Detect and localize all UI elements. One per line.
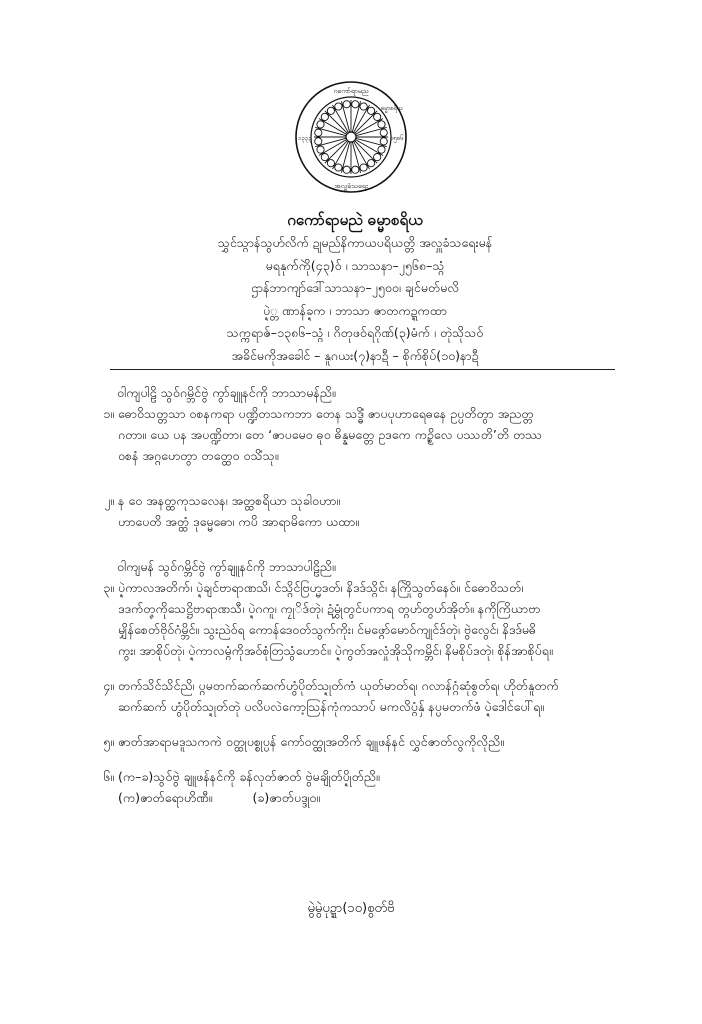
seal-left-number: ၁၃၃၃ [298, 135, 312, 142]
header-line-5: သက္ကရာဇ်–၁၃၈၆–သ္ဂံ ၊ ဂိတုဖဝ်ရဂိုဏ်(၃)မံက် ၊ တုဲသိုသဝ် [226, 325, 484, 340]
wheel-petal [352, 101, 359, 108]
question-1-line-3: ဝစနံ အဂ္ဂဟေတွာ တတ္ထေဝ ဝသိံသု။ [118, 448, 279, 463]
question-2-line-2: ဟာပေတိ အတ္ထံ ဒုမ္မေဓော၊ ကပိ အာရာမိကော ယထာ။ [118, 514, 360, 529]
question-2 [90, 490, 650, 532]
question-1-line-2: ဂတာ။ ယေ ပန အပဏ္ဍိတာ၊ တေ ‘ဇာပမေဝ ဓုဝ ဓိန္နမတ္တေ ဥဒကေ ကဥ္စိလေ ပဿတိ’တိ တဿ [118, 427, 543, 442]
wheel-petal [335, 164, 342, 171]
header-line-4: ပ္ဍဲ္တ ဏာန်ခ္ဍက ၊ ဘာသာ ဇာတကဍ္ဍကထာ [263, 302, 447, 318]
wheel-petal [327, 160, 334, 167]
question-number: ၂။ [104, 493, 114, 508]
question-6-options [118, 787, 650, 808]
question-5-line-1: ဇာတ်အာရာမဒူသကကဲ ဝတ္ထုပစ္စုပ္ပန် ကော်ဝတ္ထုအတိက် ချူဖန်နင် လွှင်ဇာတ်လွကိုလိုညိ။ [118, 734, 504, 749]
seal-emblem [292, 78, 410, 196]
question-number: ၁။ [103, 406, 114, 421]
question-number: ၅။ [103, 734, 114, 749]
exam-header [90, 208, 620, 367]
wheel-spoke [325, 141, 348, 164]
wheel-spoke [355, 141, 378, 164]
wheel-petal [374, 153, 381, 160]
header-divider [110, 369, 615, 370]
instruction-pali-to-mon: ဝါကျပါဠိ သွဝ်ဂမ္ဘိင်ဗွဲ ကွာ်ချူနင်ကို ဘာသာမန်ညိ။ [117, 385, 336, 400]
question-number: ၆။ [103, 769, 114, 784]
wheel-petal [380, 129, 387, 136]
wheel-petal [380, 138, 387, 145]
seal-top-text: ဂကော်ရာမည [333, 87, 369, 95]
seal-right-text: ဓမ္မာစရိယ [381, 105, 403, 112]
exam-title: ဂကော်ရာမညဲ ဓမ္မာစရိယ [287, 211, 423, 229]
wheel-petal [315, 138, 322, 145]
wheel-petal [352, 166, 359, 173]
wheel-spoke [325, 111, 348, 134]
question-6 [90, 766, 650, 808]
header-line-1: သွှင်သ္ဂာန်သွဟ်လိက် ဍုမည်နိကာယပရိယတ္တိ အလှူခံသရေးမန် [217, 235, 493, 250]
wheel-petal [360, 164, 367, 171]
wheel-petal [378, 146, 385, 153]
wheel-spoke [355, 111, 378, 134]
wheel-petal [360, 103, 367, 110]
question-4-line-1: တက်သိင်သိင်ညိ၊ ပ္ဂမတက်ဆက်ဆက်ဟွံပိုတ်သ္ဍုတ်ကံ ယုတ်မာတ်ရ၊ ဂလာန်ဂ္ဂံဆုံစွတ်ရ၊ ဟိုတ်နူတက် [118, 678, 559, 693]
wheel-petal [367, 107, 374, 114]
question-number: ၃။ [103, 580, 114, 595]
wheel-petal [315, 129, 322, 136]
exam-body [90, 382, 650, 808]
question-6-line-1: (က–ခ)သွဝ်ဗွဲ ချူဖန်နင်ကို ခန်လုတ်ဇာတ် ဗွဲမချိုတ်ပ္ဍိုတ်ညိ။ [118, 769, 380, 784]
wheel-petal [378, 121, 385, 128]
header-line-2: မရနုက်ကိုဲ(၄၃)ဝ် ၊ သာသနာ–၂၅၆၈–သ္ဂံ [265, 257, 445, 273]
wheel-petal [327, 107, 334, 114]
footer-marks-note: မွဲမွဲပုဍ္ဍာ(၁၀)စွတ်ဗိ [307, 901, 395, 916]
question-2-line-1: န ဝေ အနတ္ထကုသလေန၊ အတ္ထစရိယာ သုခါဝဟာ။ [118, 493, 341, 508]
header-line-6: အခိင်မကိုအခေါင် – နူဂယး(၇)နာဍီ – စိုက်စိုပ်(၁၀)နာဍီ [231, 347, 479, 363]
wheel-petal [343, 101, 350, 108]
question-3 [90, 577, 650, 661]
wheel-petal [335, 103, 342, 110]
instruction-mon-to-pali: ဝါကျမန် သွဝ်ဂမ္ဘိင်ဗွဲ ကွာ်ချူနင်ကို ဘာသာပါဠိညိ။ [117, 559, 336, 574]
seal-right-number: ၁၅၈၆ [390, 135, 404, 142]
question-1 [90, 403, 650, 466]
wheel-petal [317, 121, 324, 128]
seal-bottom-text: အလှူခံသရေး [334, 182, 368, 190]
question-5 [90, 731, 650, 752]
wheel-petal [317, 146, 324, 153]
question-4-line-2: ဆက်ဆက် ဟွံပိုတ်သ္ဍုတ်တုဲ ပလိပလဲကော့ဩန်ကုံကသာပ် မကလိပ္ဂံနှ် နပ္ပမတက်ဖံ ပ္ဍဲဒေါင်ပေါ်ရ။ [118, 699, 545, 714]
question-3-line-4: ကွး၊ အာစိုပ်တုဲ၊ ပ္ဍဲကာလမ္ဂံကိုအဝ်စုံတြသွံဟောင်။ ပ္ဍဲကွတ်အလှုံအိုသိုကမ္ဘိင်၊ နိမစိုပ်ဒတုဲ၊ စိုန်အာစိုပ်ရ။ [118, 643, 553, 658]
option-ka: (က)ဇာတ်ရောဟိဏီ။ [118, 790, 213, 805]
wheel-petal [321, 153, 328, 160]
question-3-line-3: မျှိန်စေတ်ဗိုဝ်ဂံမ္ဘိင်။ သွးညဲဝ်ရ ကောန်ဒေဝတ်သွက်ကိုး၊ င်မဖ္ဂော်မောဝ်ကျုင်ဒ်တုဲ၊ ဗွဲလွေင်၊ နိဒဒ်မဓိ [118, 622, 537, 637]
wheel-petal [343, 166, 350, 173]
option-kha: (ခ)ဇာတ်ပဒ္ဒုဝ။ [252, 790, 321, 805]
wheel-petal [367, 160, 374, 167]
wheel-hub [346, 132, 356, 142]
wheel-petal [374, 113, 381, 120]
question-4 [90, 675, 650, 717]
wheel-petal [321, 113, 328, 120]
header-line-3: ဌာန်ဘာကျာ်ဒေါ်သာသနာ–၂၅၀၀၊ ချင်မတ်မလိ [251, 280, 459, 295]
question-3-line-2: ဒဒက်တၞကိုသေဋ္ဌိဗာရာဏသီ၊ ပ္ဍဲဂကူ၊ ကၠုိဒ်တုဲ၊ ဍံမွှုံတွင်ပကာရ တ္ဂဟ်တွဟ်အိုတ်။ နကိုကြိယာဗာ [118, 601, 541, 616]
question-3-line-1: ပ္ဍဲကာလအတိက်၊ ပ္ဍဲချင်ဗာရာဏသိ၊ င်သ္ဂိင်ဗြဟ္မဒတ်၊ နိဒဒ်သ္ဂိင်၊ နကြိုဲသွတ်နေဝ်။ င်ဓောဝိသတ်၊ [118, 580, 524, 595]
question-1-line-1: ဓောဝိသတ္တသာ ဝစနကရာ ပဏ္ဍိတသကဘာ တေန သဒ္ဓိံ ဇာပပုဟာရေဓနေ ဥပ္ပတိတွာ အညတ္တ [118, 406, 534, 421]
question-number: ၄။ [103, 678, 114, 693]
